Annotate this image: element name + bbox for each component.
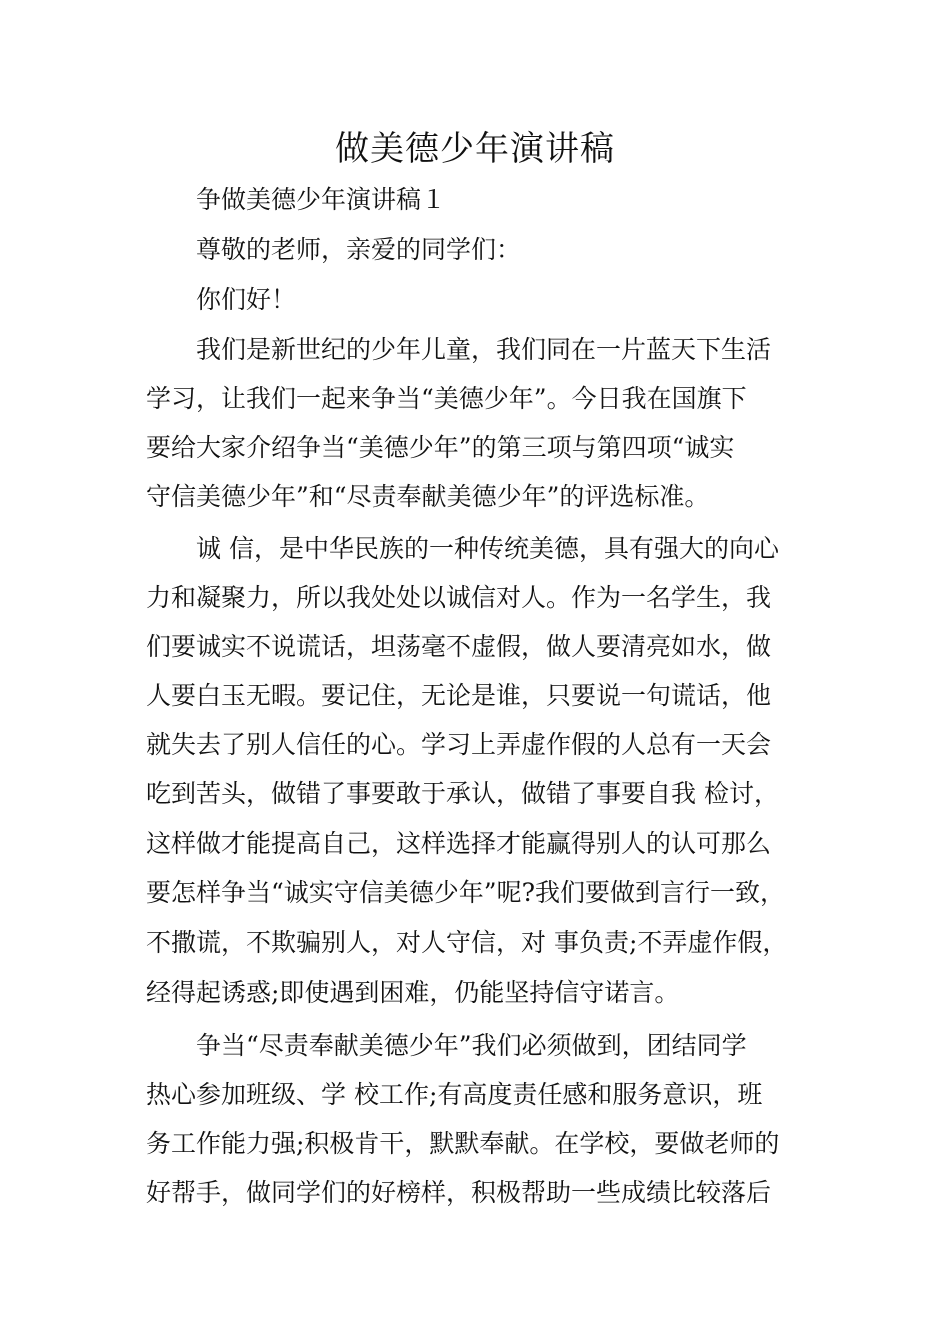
paragraph-line: 学习，让我们一起来争当“美德少年”。今日我在国旗下 bbox=[146, 384, 747, 413]
paragraph-line: 经得起诱惑;即使遇到困难，仍能坚持信守诺言。 bbox=[146, 978, 680, 1007]
greeting-line: 你们好！ bbox=[196, 285, 297, 314]
paragraph-line: 争当“尽责奉献美德少年”我们必须做到，团结同学 bbox=[196, 1031, 747, 1060]
paragraph-line: 务工作能力强;积极肯干，默默奉献。在学校，要做老师的 bbox=[146, 1129, 780, 1158]
paragraph-line: 好帮手，做同学们的好榜样，积极帮助一些成绩比较落后 bbox=[146, 1178, 772, 1207]
paragraph-line: 就失去了别人信任的心。学习上弄虚作假的人总有一天会 bbox=[146, 730, 772, 759]
paragraph-line: 热心参加班级、学 校工作;有高度责任感和服务意识，班 bbox=[146, 1080, 763, 1109]
paragraph-line: 不撒谎，不欺骗别人，对人守信，对 事负责;不弄虚作假， bbox=[146, 928, 788, 957]
salutation-line: 尊敬的老师，亲爱的同学们： bbox=[196, 235, 522, 264]
paragraph-line: 我们是新世纪的少年儿童，我们同在一片蓝天下生活 bbox=[196, 335, 772, 364]
paragraph-line: 要给大家介绍争当“美德少年”的第三项与第四项“诚实 bbox=[146, 433, 735, 462]
paragraph-line: 们要诚实不说谎话，坦荡毫不虚假，做人要清亮如水，做 bbox=[146, 632, 772, 661]
paragraph-line: 要怎样争当“诚实守信美德少年”呢?我们要做到言行一致， bbox=[146, 878, 785, 907]
paragraph-line: 诚 信，是中华民族的一种传统美德，具有强大的向心 bbox=[196, 534, 779, 563]
paragraph-line: 人要白玉无暇。要记住，无论是谁，只要说一句谎话，他 bbox=[146, 681, 772, 710]
paragraph-line: 吃到苦头，做错了事要敢于承认，做错了事要自我 检讨， bbox=[146, 779, 779, 808]
document-title: 做美德少年演讲稿 bbox=[335, 129, 615, 169]
paragraph-line: 力和凝聚力，所以我处处以诚信对人。作为一名学生，我 bbox=[146, 583, 772, 612]
paragraph-line: 守信美德少年”和“尽责奉献美德少年”的评选标准。 bbox=[146, 482, 710, 511]
subtitle-line: 争做美德少年演讲稿１ bbox=[196, 185, 447, 214]
paragraph-line: 这样做才能提高自己，这样选择才能赢得别人的认可那么 bbox=[146, 829, 772, 858]
